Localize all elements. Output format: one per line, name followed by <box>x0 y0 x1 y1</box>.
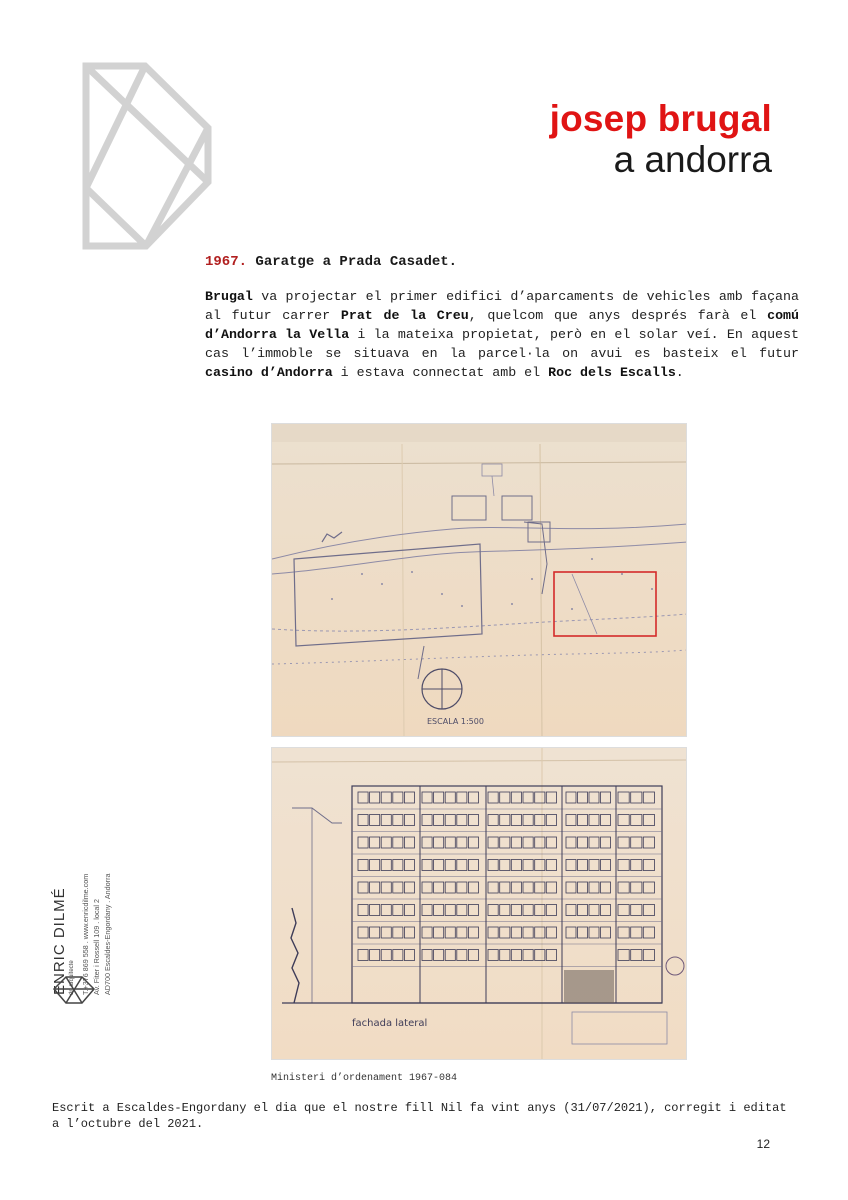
paragraph-text: i la mateixa propietat, però en el solar veí. En aquest cas l’immoble se situava en la parcel·la on avui es basteix el futur <box>205 327 799 361</box>
plan-scale-label: ESCALA 1:500 <box>427 717 484 726</box>
body-paragraph <box>205 287 799 382</box>
page-number: 12 <box>756 1137 770 1151</box>
brand-subtitle: a andorra <box>613 139 772 180</box>
paragraph-text: i estava connectat amb el <box>332 365 549 380</box>
section-heading <box>205 254 457 270</box>
heading-year: 1967. <box>205 254 248 270</box>
site-plan-photo <box>271 423 687 737</box>
architect-address-line2: AD700 Escaldes-Engordany . Andorra <box>103 873 112 995</box>
facade-drawing <box>272 748 687 1060</box>
facade-label: fachada lateral <box>352 1018 428 1029</box>
heading-title: Garatge a Prada Casadet. <box>247 254 458 270</box>
bold-name-brugal: Brugal <box>205 289 253 304</box>
paragraph-text: va projectar el primer edifici d’aparcaments de vehicles amb façana al futur carrer <box>205 289 799 323</box>
architect-logo-icon <box>52 973 96 1007</box>
bold-street: Prat de la Creu <box>340 308 469 323</box>
paragraph-text: . <box>675 365 684 380</box>
bold-roc: Roc dels Escalls <box>548 365 676 380</box>
brand-name: josep brugal <box>549 98 772 139</box>
bold-casino: casino d’Andorra <box>205 365 333 380</box>
figure-caption: Ministeri d’ordenament 1967-084 <box>271 1073 458 1084</box>
architect-name: ENRIC DILMÉ <box>51 887 68 995</box>
footer-note: Escrit a Escaldes-Engordany el dia que el nostre fill Nil fa vint anys (31/07/2021), corregit i editat a l’octubre del 2021. <box>52 1101 787 1131</box>
architect-role: dr. arquitecte <box>69 960 75 995</box>
brand-block <box>550 100 772 178</box>
architect-address-line1: Av. Fiter i Rossell 109 . local 2 <box>92 898 101 995</box>
architect-stamp <box>52 795 162 1015</box>
facade-photo <box>271 747 687 1060</box>
architect-contact: T.+376 869 558 . www.enricdilme.com <box>81 873 90 995</box>
paragraph-text: , quelcom que anys després farà el <box>468 308 768 323</box>
brand-logo-mark <box>80 60 215 250</box>
architect-text-block <box>52 795 162 995</box>
bold-comu: comú d’Andorra la Vella <box>205 308 800 342</box>
site-plan-drawing <box>272 424 687 737</box>
